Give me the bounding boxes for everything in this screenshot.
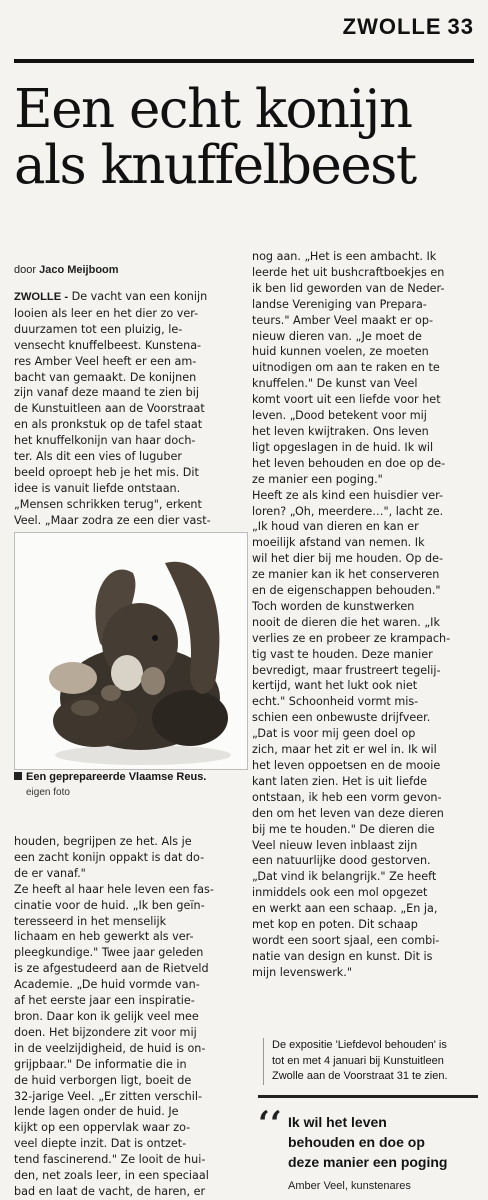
photo-caption	[14, 770, 246, 800]
dateline: ZWOLLE -	[14, 291, 69, 303]
article-line: den om het leven van deze dieren	[252, 806, 444, 820]
pull-quote-line: Ik wil het leven	[288, 1114, 387, 1130]
article-line: tend fascinerend." Ze looit de hui-	[14, 1153, 206, 1167]
article-line: af het eerste jaar een inspiratie-	[14, 994, 195, 1008]
article-line: vensecht knuffelbeest. Kunstena-	[14, 338, 202, 352]
pull-quote-line: behouden en doe op	[288, 1134, 425, 1150]
header-rule	[14, 59, 474, 63]
section-header	[343, 14, 474, 40]
article-line: grijpbaar." De informatie die in	[14, 1057, 187, 1071]
article-line: „Dat is voor mij geen doel op	[252, 727, 416, 741]
article-column-2	[252, 249, 478, 981]
article-line: het leven behouden en doe op de-	[252, 456, 446, 470]
article-line: inmiddels ook een mol opgezet	[252, 886, 428, 900]
article-line: 32-jarige Veel. „Er zitten verschil-	[14, 1089, 202, 1103]
headline	[14, 79, 484, 196]
page-number: 33	[447, 14, 474, 39]
article-line: ontstaan, ik heb een vorm gevon-	[252, 790, 442, 804]
article-line: bad en laat de vacht, de haren, er	[14, 1184, 206, 1198]
info-line: Zwolle aan de Voorstraat 31 te zien.	[272, 1070, 448, 1083]
article-line: een natuurlijke dood gestorven.	[252, 854, 431, 868]
article-line: Toch worden de kunstwerken	[252, 599, 415, 613]
article-line: veel diepte inzit. Dat is ontzet-	[14, 1137, 187, 1151]
headline-line: Een echt konijn	[14, 79, 412, 140]
article-line: teresseerd in het menselijk	[14, 914, 167, 928]
article-line: landse Vereniging van Prepara-	[252, 297, 427, 311]
byline-author: Jaco Meijboom	[39, 264, 119, 276]
article-line: bacht van gemaakt. De konijnen	[14, 370, 197, 384]
article-line: Ze heeft al haar hele leven een fas-	[14, 882, 214, 896]
article-line: ze manier kan ik het conserveren	[252, 568, 440, 582]
article-column-1	[14, 289, 246, 529]
article-line: komt voort uit een liefde voor het	[252, 393, 441, 407]
quote-mark-icon: ‘‘	[258, 1104, 282, 1144]
article-line: een zacht konijn oppakt is dat do-	[14, 850, 205, 864]
headline-line: als knuffelbeest	[14, 135, 416, 196]
info-line: tot en met 4 januari bij Kunstuitleen	[272, 1054, 444, 1067]
article-line: res Amber Veel heeft er een am-	[14, 354, 197, 368]
pull-quote-text	[288, 1112, 480, 1172]
rabbit-photo	[14, 532, 248, 770]
article-line: de Kunstuitleen aan de Voorstraat	[14, 402, 205, 416]
article-line: den, net zoals leer, in een speciaal	[14, 1169, 209, 1183]
article-line: ter. Als dit een vies of luguber	[14, 450, 182, 464]
article-line: tig vast te houden. Deze manier	[252, 647, 433, 661]
article-line: in de veelzijdigheid, de huid is on-	[14, 1041, 206, 1055]
byline	[14, 264, 119, 276]
article-line: en de eigenschappen behouden."	[252, 584, 441, 598]
article-line: wordt een soort sjaal, een combi-	[252, 933, 440, 947]
article-line: teurs." Amber Veel maakt er op-	[252, 313, 434, 327]
article-line: idee is vanuit liefde ontstaan.	[14, 481, 181, 495]
article-line: „Ik houd van dieren en kan er	[252, 520, 419, 534]
article-line: natie van design en kunst. Dit is	[252, 949, 433, 963]
article-line: nooit de dieren die het waren. „Ik	[252, 615, 440, 629]
article-line: wil het dier bij me houden. Op de-	[252, 552, 443, 566]
article-line: ze manier een poging."	[252, 472, 383, 486]
article-line: kant laten zien. Het is uit liefde	[252, 774, 428, 788]
article-line: de er vanaf."	[14, 866, 86, 880]
article-line: nog aan. „Het is een ambacht. Ik	[252, 250, 437, 263]
caption-credit: eigen foto	[26, 787, 70, 798]
article-line: „Mensen schrikken terug", erkent	[14, 497, 202, 511]
article-line: is ze afgestudeerd aan de Rietveld	[14, 962, 209, 976]
article-line: houden, begrijpen ze het. Als je	[14, 835, 192, 848]
exhibition-info	[263, 1038, 484, 1085]
stuffed-rabbit-image	[15, 533, 247, 769]
article-line: Veel. „Maar zodra ze een dier vast-	[14, 513, 211, 527]
article-line: verlies ze en probeer ze krampach-	[252, 631, 451, 645]
article-line: zich, maar het zit er wel in. Ik wil	[252, 743, 437, 757]
article-line: ligt opgeslagen in de huid. Ik wil	[252, 440, 434, 454]
article-line: lichaam en heb gewerkt als ver-	[14, 930, 194, 944]
article-line: het leven kwijtraken. Ons leven	[252, 424, 429, 438]
section-name: ZWOLLE	[342, 14, 442, 39]
article-line: uitnodigen om aan te raken en te	[252, 361, 440, 375]
article-line: huid kunnen voelen, ze moeten	[252, 345, 429, 359]
article-line: nieuw dieren van. „Je moet de	[252, 329, 422, 343]
article-line: bron. Daar kon ik gelijk veel mee	[14, 1009, 199, 1023]
article-line: schien een onbewuste drijfveer.	[252, 711, 431, 725]
quote-rule	[258, 1095, 478, 1098]
article-line: leerde het uit bushcraftboekjes en	[252, 265, 445, 279]
article-line: looien als leer en het dier zo ver-	[14, 306, 199, 320]
article-line: Heeft ze als kind een huisdier ver-	[252, 488, 444, 502]
article-line: Veel nieuw leven inblaast zijn	[252, 838, 418, 852]
article-line: bevredigt, maar frustreert tegelij-	[252, 663, 441, 677]
article-line: bij me te houden." De dieren die	[252, 822, 435, 836]
article-line: doen. Het bijzondere zit voor mij	[14, 1025, 197, 1039]
article-line: ik ben lid geworden van de Neder-	[252, 281, 445, 295]
article-line: loren? „Oh, meerdere…", lacht ze.	[252, 504, 444, 518]
article-line: kertijd, want het lukt ook niet	[252, 679, 418, 693]
article-line: pleegkundige." Twee jaar geleden	[14, 946, 204, 960]
pull-quote-line: deze manier een poging	[288, 1154, 448, 1170]
article-line: beeld oproept heb je het mis. Dit	[14, 465, 199, 479]
article-line: duurzamen tot een pluizig, le-	[14, 322, 183, 336]
article-line: leven. „Dood betekent voor mij	[252, 409, 427, 423]
article-line: Academie. „De huid vormde van-	[14, 978, 200, 992]
article-line	[14, 289, 246, 306]
lead-text: De vacht van een konijn	[71, 290, 208, 303]
article-line: echt." Schoonheid vormt mis-	[252, 695, 419, 709]
article-line: en als pronkstuk op de tafel staat	[14, 418, 203, 432]
article-line: lende lagen onder de huid. Je	[14, 1105, 179, 1119]
article-line: met kop en poten. Dit schaap	[252, 918, 418, 932]
pull-quote-attribution: Amber Veel, kunstenares	[288, 1180, 411, 1192]
article-line: zijn vanaf deze maand te zien bij	[14, 386, 199, 400]
article-line: het leven oppoetsen en de mooie	[252, 759, 441, 772]
caption-title: Een geprepareerde Vlaamse Reus.	[26, 771, 207, 783]
byline-prefix: door	[14, 264, 37, 276]
article-line: het knuffelkonijn van haar doch-	[14, 434, 196, 448]
article-line: en werkt aan een schaap. „En ja,	[252, 902, 438, 916]
article-line: kijkt op een oppervlak waar zo-	[14, 1121, 191, 1135]
article-column-1-continued	[14, 834, 246, 1200]
info-line: De expositie 'Liefdevol behouden' is	[272, 1039, 447, 1051]
article-line: mijn levenswerk."	[252, 965, 352, 979]
article-line: knuffelen." De kunst van Veel	[252, 377, 418, 391]
article-line: moeilijk afstand van nemen. Ik	[252, 536, 425, 550]
article-line: „Dat vind ik belangrijk." Ze heeft	[252, 870, 437, 884]
article-line: de huid verborgen ligt, boeit de	[14, 1073, 192, 1087]
caption-square-icon	[14, 772, 22, 780]
article-line: cinatie voor de huid. „Ik ben geïn-	[14, 898, 205, 912]
